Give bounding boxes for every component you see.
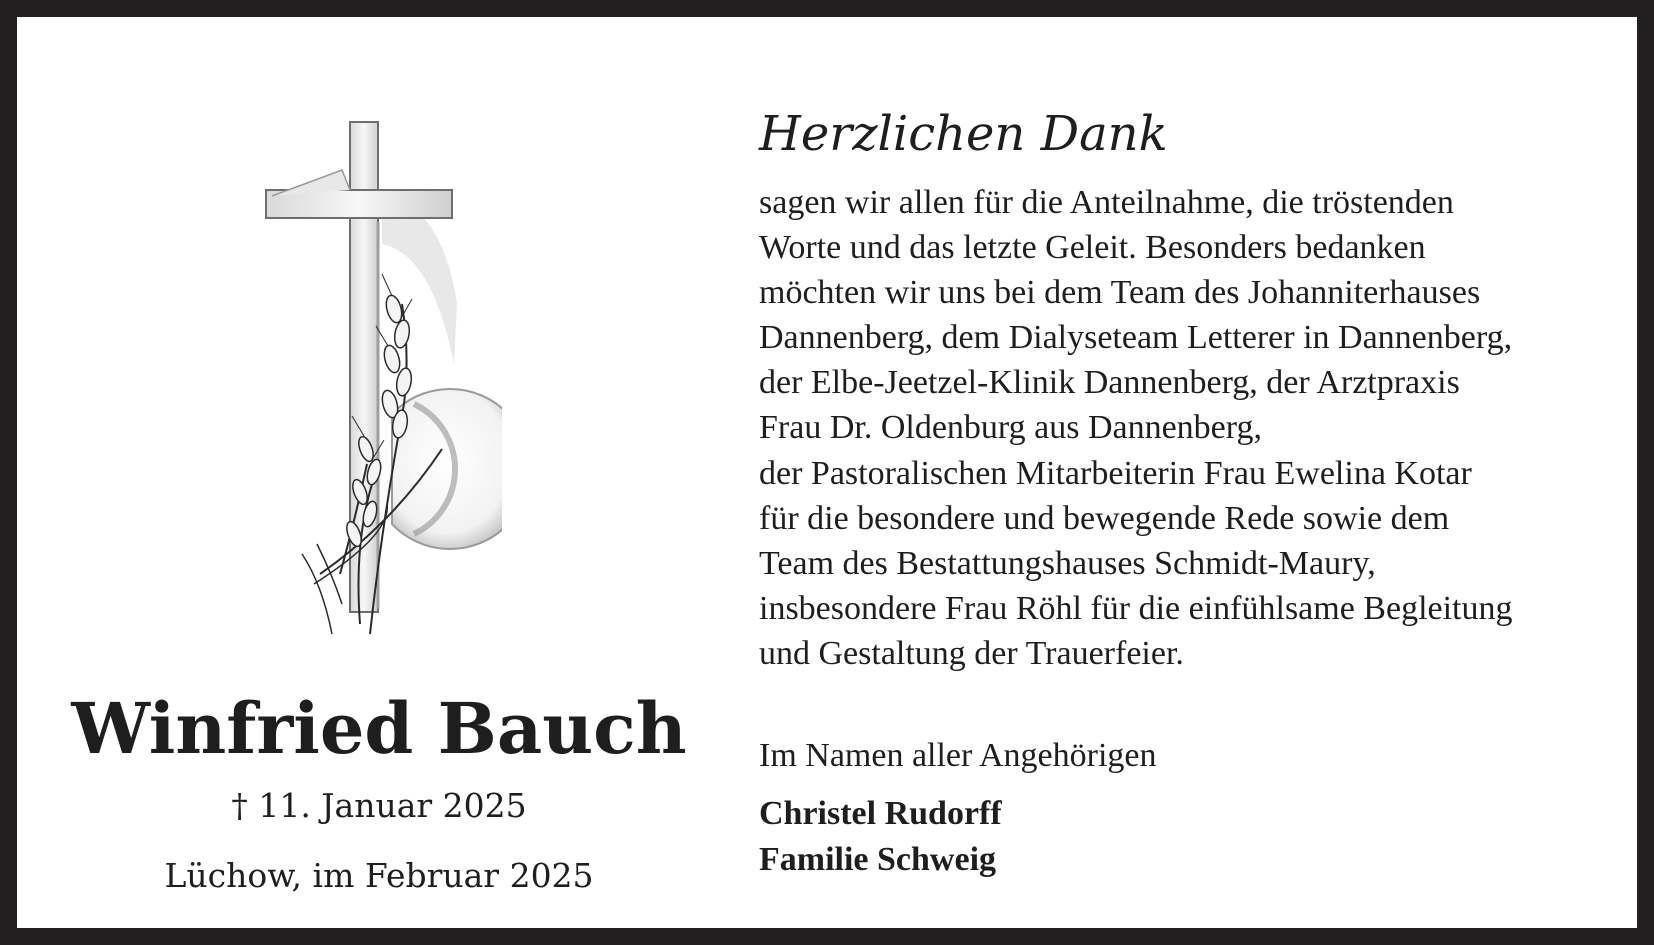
thanks-heading: Herzlichen Dank xyxy=(759,106,1168,162)
body-line: und Gestaltung der Trauerfeier. xyxy=(759,634,1184,672)
body-line: Frau Dr. Oldenburg aus Dannenberg, xyxy=(759,409,1262,447)
closing-line: Im Namen aller Angehörigen xyxy=(759,737,1157,774)
deceased-name: Winfried Bauch xyxy=(71,687,687,770)
signatory: Christel Rudorff xyxy=(759,795,1002,832)
place-and-date: Lüchow, im Februar 2025 xyxy=(164,856,594,895)
death-date: † 11. Januar 2025 xyxy=(231,786,527,825)
body-line: der Elbe-Jeetzel-Klinik Dannenberg, der Arztpraxis xyxy=(759,364,1460,402)
memorial-panel xyxy=(34,34,724,945)
body-line: Worte und das letzte Geleit. Besonders bedanken xyxy=(759,229,1426,267)
body-line: Dannenberg, dem Dialyseteam Letterer in Dannenberg, xyxy=(759,319,1513,357)
body-line: der Pastoralischen Mitarbeiterin Frau Ewelina Kotar xyxy=(759,454,1472,492)
signatory: Familie Schweig xyxy=(759,841,997,878)
body-line: für die besondere und bewegende Rede sowie dem xyxy=(759,499,1450,537)
body-line: Team des Bestattungshauses Schmidt-Maury, xyxy=(759,544,1376,582)
body-line: sagen wir allen für die Anteilnahme, die tröstenden xyxy=(759,184,1454,221)
thanks-body xyxy=(759,180,1513,676)
body-line: insbesondere Frau Röhl für die einfühlsame Begleitung xyxy=(759,589,1513,627)
body-line: möchten wir uns bei dem Team des Johanniterhauses xyxy=(759,274,1481,312)
cross-with-wheat-and-sun-icon xyxy=(242,104,502,644)
